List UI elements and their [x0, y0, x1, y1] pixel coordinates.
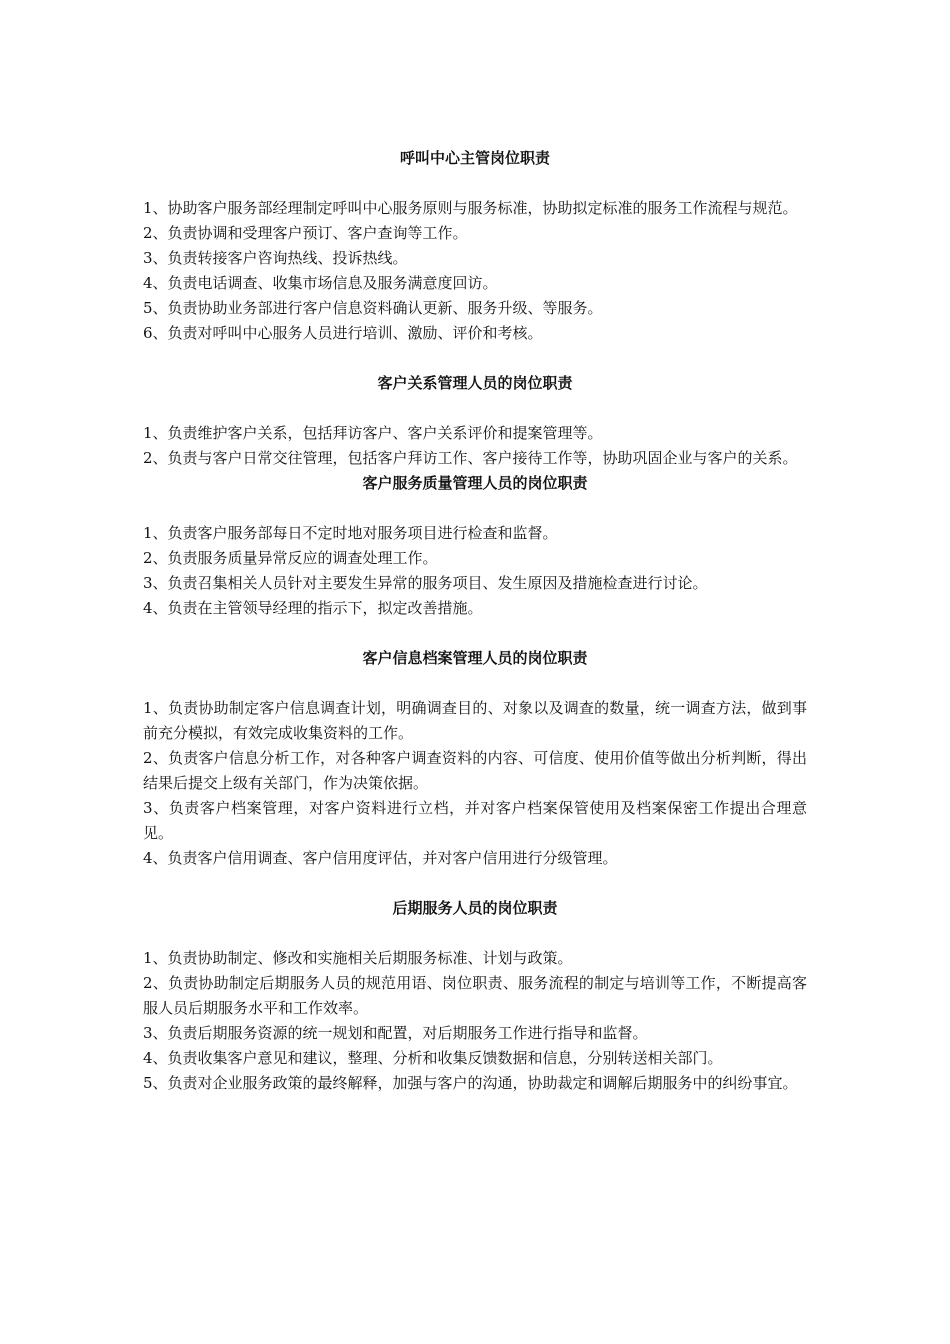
- section-customer-relations: [143, 371, 807, 471]
- spacer: [143, 171, 807, 196]
- duty-item: 2、负责协调和受理客户预订、客户查询等工作。: [143, 224, 468, 242]
- section-customer-records: [143, 646, 807, 871]
- duty-item: 1、负责协助制定客户信息调查计划，明确调查目的、对象以及调查的数量，统一调查方法，做到事前充分模拟，有效完成收集资料的工作。: [143, 699, 807, 742]
- section-title: 客户关系管理人员的岗位职责: [377, 374, 573, 392]
- spacer: [143, 346, 807, 371]
- duty-item: 4、负责客户信用调查、客户信用度评估，并对客户信用进行分级管理。: [143, 849, 618, 867]
- duty-item: 2、负责服务质量异常反应的调查处理工作。: [143, 549, 438, 567]
- section-title: 客户服务质量管理人员的岗位职责: [362, 474, 588, 492]
- duty-item: 2、负责客户信息分析工作，对各种客户调查资料的内容、可信度、使用价值等做出分析判断，得出结果后提交上级有关部门，作为决策依据。: [143, 749, 807, 792]
- section-title: 呼叫中心主管岗位职责: [399, 149, 550, 167]
- duty-item: 1、协助客户服务部经理制定呼叫中心服务原则与服务标准，协助拟定标准的服务工作流程与规范。: [143, 199, 798, 217]
- spacer: [143, 621, 807, 646]
- section-after-sales: [143, 896, 807, 1096]
- duty-item: 4、负责收集客户意见和建议，整理、分析和收集反馈数据和信息，分别转送相关部门。: [143, 1049, 723, 1067]
- duty-item: 2、负责与客户日常交往管理，包括客户拜访工作、客户接待工作等，协助巩固企业与客户的关系。: [143, 449, 798, 467]
- duty-item: 6、负责对呼叫中心服务人员进行培训、激励、评价和考核。: [143, 324, 543, 342]
- duty-item: 5、负责对企业服务政策的最终解释，加强与客户的沟通，协助裁定和调解后期服务中的纠纷事宜。: [143, 1074, 798, 1092]
- spacer: [143, 921, 807, 946]
- duty-item: 3、负责转接客户咨询热线、投诉热线。: [143, 249, 408, 267]
- duty-item: 4、负责在主管领导经理的指示下，拟定改善措施。: [143, 599, 483, 617]
- spacer: [143, 496, 807, 521]
- spacer: [143, 671, 807, 696]
- spacer: [143, 871, 807, 896]
- duty-item: 4、负责电话调查、收集市场信息及服务满意度回访。: [143, 274, 498, 292]
- section-title: 客户信息档案管理人员的岗位职责: [362, 649, 588, 667]
- document-page: [143, 146, 807, 1096]
- duty-item: 2、负责协助制定后期服务人员的规范用语、岗位职责、服务流程的制定与培训等工作，不断提高客服人员后期服务水平和工作效率。: [143, 974, 807, 1017]
- section-service-quality: [143, 471, 807, 621]
- duty-item: 1、负责维护客户关系，包括拜访客户、客户关系评价和提案管理等。: [143, 424, 603, 442]
- duty-item: 5、负责协助业务部进行客户信息资料确认更新、服务升级、等服务。: [143, 299, 603, 317]
- duty-item: 3、负责客户档案管理，对客户资料进行立档，并对客户档案保管使用及档案保密工作提出合理意见。: [143, 799, 807, 842]
- duty-item: 3、负责后期服务资源的统一规划和配置，对后期服务工作进行指导和监督。: [143, 1024, 648, 1042]
- spacer: [143, 396, 807, 421]
- section-call-center-supervisor: [143, 146, 807, 346]
- duty-item: 3、负责召集相关人员针对主要发生异常的服务项目、发生原因及措施检查进行讨论。: [143, 574, 708, 592]
- duty-item: 1、负责协助制定、修改和实施相关后期服务标准、计划与政策。: [143, 949, 573, 967]
- section-title: 后期服务人员的岗位职责: [392, 899, 558, 917]
- duty-item: 1、负责客户服务部每日不定时地对服务项目进行检查和监督。: [143, 524, 558, 542]
